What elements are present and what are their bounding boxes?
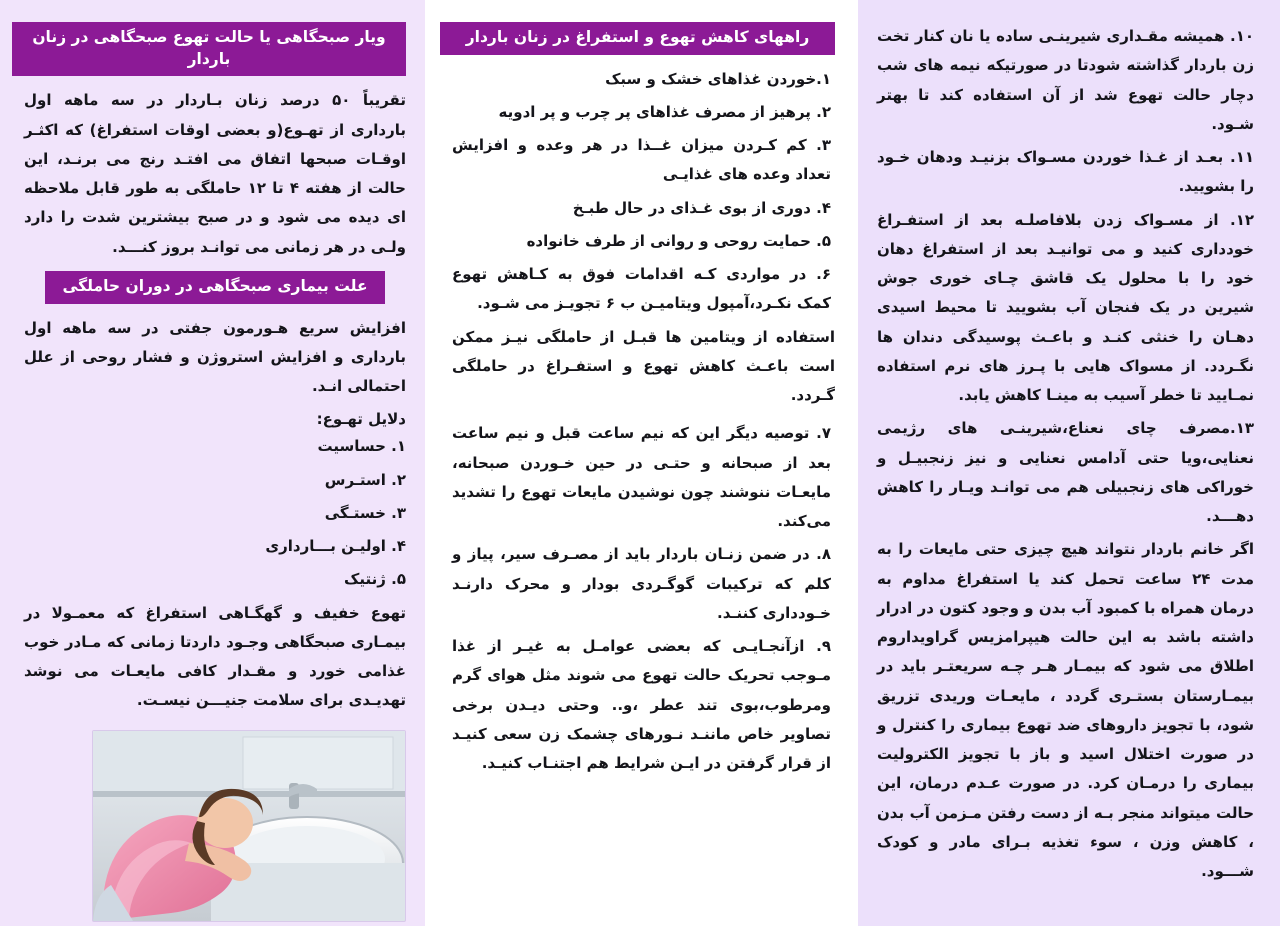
reassurance-paragraph: تهوع خفیف و گهگـاهی استفراغ که معمـولا در بیمـاری صبحگاهی وجـود داردتا زمانی که مـادر خوب غذامی خورد و مقـدار کافی مایعـات می نوشد تهدیـدی برای سلامت جنیـــن نیسـت. <box>24 603 406 710</box>
panel-intro <box>0 0 430 926</box>
causes-heading: علت بیماری صبحگاهی در دوران حاملگی <box>45 271 386 304</box>
continuation-final-paragraph: اگر خانم باردار نتواند هیچ چیزی حتی مایعات را به مدت ۲۴ ساعت تحمل کند یا استفراغ مداوم به درمان همراه با کمبود آب بدن و وجود کتون در ادرار داشته باشد به این حالت هیپرامزیس گراویداروم اطلاق می شود که بیمـار هـر چـه سریعتـر باید در بیمـارستان بستـری گردد ، مایعـات وریدی تزریق شود، با تجویز داروهای ضد تهوع بیماری را کنترل و در صورت اختلال اسید و باز با تجویز الکترولیت بیماری را درمـان کرد. در صورت عـدم درمان، این حالت میتواند منجر بـه از دست رفتن مـزمن آب بدن ، کاهش وزن ، سوء تغذیه بـرای مادر و کودک شـــود. <box>877 540 1255 880</box>
remedies-heading: راههای کاهش تهوع و استفراغ در زنان باردار <box>440 22 835 55</box>
causes-list-label: دلایل تهـوع: <box>316 410 406 429</box>
causes-list <box>24 432 406 594</box>
remedies-list-continued <box>452 419 835 778</box>
intro-paragraph: تقریباً ۵۰ درصد زنان بـاردار در سه ماهه اول بارداری از تهـوع(و بعضی اوقات استفراغ) که اکثـر اوقـات صبحها اتفاق می افتـد رنج می برنـد، این حالت از هفته ۴ تا ۱۲ حاملگی به طور قابل ملاحظه ای دیده می شود و در صبح بیشترین شدت را دارد ولـی در هر زمانی می توانـد بروز کنـــد. <box>24 91 406 256</box>
list-item: ۱.خوردن غذاهای خشک و سبک <box>605 69 831 88</box>
list-item: ۱۳.مصرف چای نعناع،شیرینـی های رژیمی نعنایی،ویا حتی آدامس نعنایی و نیز زنجبیـل و خوراکی های زنجبیلی هم می توانـد ویـار را کاهش دهـــد. <box>877 419 1254 525</box>
list-item: ۵. ژنتیک <box>344 570 406 589</box>
list-item: ۷. توصیه دیگر این که نیم ساعت قبل و نیم ساعت بعد از صبحانه و حتـی در حین خـوردن صبحانه، مایعـات ننوشند چون نوشیدن مایعات تهوع را تشدید می‌کند. <box>452 424 831 531</box>
list-item: ۵. حمایت روحی و روانی از طرف خانواده <box>526 231 831 250</box>
list-item: ۳. خستـگی <box>324 503 406 522</box>
list-item: ۱۰. همیشه مقـداری شیرینـی ساده یا نان کنار تخت زن باردار گذاشته شودتا در صورتیکه نیمه های شب دچار حالت تهوع شد از آن استفاده کند تا بهتر شـود. <box>877 27 1254 133</box>
list-item: ۴. اولیـن بـــارداری <box>265 537 406 556</box>
remedies-list <box>452 65 835 319</box>
list-item: ۹. ازآنجـایـی که بعضی عوامـل به غیـر از غذا مـوجب تحریک حالت تهوع می شوند مثل هوای گرم ومرطوب،بوی تند عطر ،و.. وحتی دیـدن برخی تصاویر خاص ماننـد نـورهای چشمک زن سعی کنیـد از قرار گرفتن در ایـن شرایط هم اجتنـاب کنیـد. <box>452 637 831 773</box>
list-item: ۱۱. بعـد از غـذا خوردن مسـواک بزنیـد ودهان خـود را بشویید. <box>877 148 1254 196</box>
pregnant-woman-photo <box>92 730 406 922</box>
list-item: ۲. استـرس <box>324 470 406 489</box>
panel-divider-right <box>850 0 858 926</box>
list-item: ۱۲. از مسـواک زدن بلافاصلـه بعد از استفـراغ خودداری کنید و می توانیـد بعد از استفراغ دهان خود را با محلول یک قاشق چـای خوری جوش شیرین در یک فنجان آب بشویید تا محیط اسیدی دهـان را خنثی کنـد و باعـث پوسیدگی دندان ها نگـردد. از مسواک هایی با پـرز های نرم استفاده نمـایید تا خطر آسیب به مینـا کاهش یابد. <box>877 210 1254 404</box>
panel-divider-left <box>425 0 433 926</box>
photo-illustration <box>93 731 405 921</box>
continuation-list <box>877 22 1254 531</box>
panel-continuation <box>855 0 1280 926</box>
list-item: ۳. کم کـردن میزان غــذا در هر وعده و افزایش تعداد وعده های غذایـی <box>452 136 831 184</box>
list-item: ۸. در ضمن زنـان باردار باید از مصـرف سیر، پیاز و کلم که ترکیبات گوگـردی بودار و محرک دارنـد خـودداری کننـد. <box>452 545 831 622</box>
list-item: ۴. دوری از بوی غـذای در حال طبـخ <box>572 198 831 217</box>
intro-heading: ویار صبحگاهی یا حالت تهوع صبحگاهی در زنان باردار <box>12 22 406 76</box>
remedies-note: استفاده از ویتامین ها قبـل از حاملگی نیـز ممکن است باعـث کاهش تهوع و استفـراغ در حاملگی گـردد. <box>452 327 835 405</box>
causes-paragraph: افزایش سریع هـورمون جفتی در سه ماهه اول بارداری و افزایش استروژن و فشار روحی از علل احتمالی انـد. <box>24 318 406 396</box>
list-item: ۱. حساسیت <box>317 437 406 456</box>
panel-remedies <box>430 0 855 926</box>
list-item: ۲. پرهیز از مصرف غذاهای پر چرب و پر ادویه <box>498 102 831 121</box>
list-item: ۶. در مواردی کـه اقدامات فوق به کـاهش تهوع کمک نکـرد،آمپول ویتامیـن ب ۶ تجویـز می شـود. <box>452 265 831 313</box>
